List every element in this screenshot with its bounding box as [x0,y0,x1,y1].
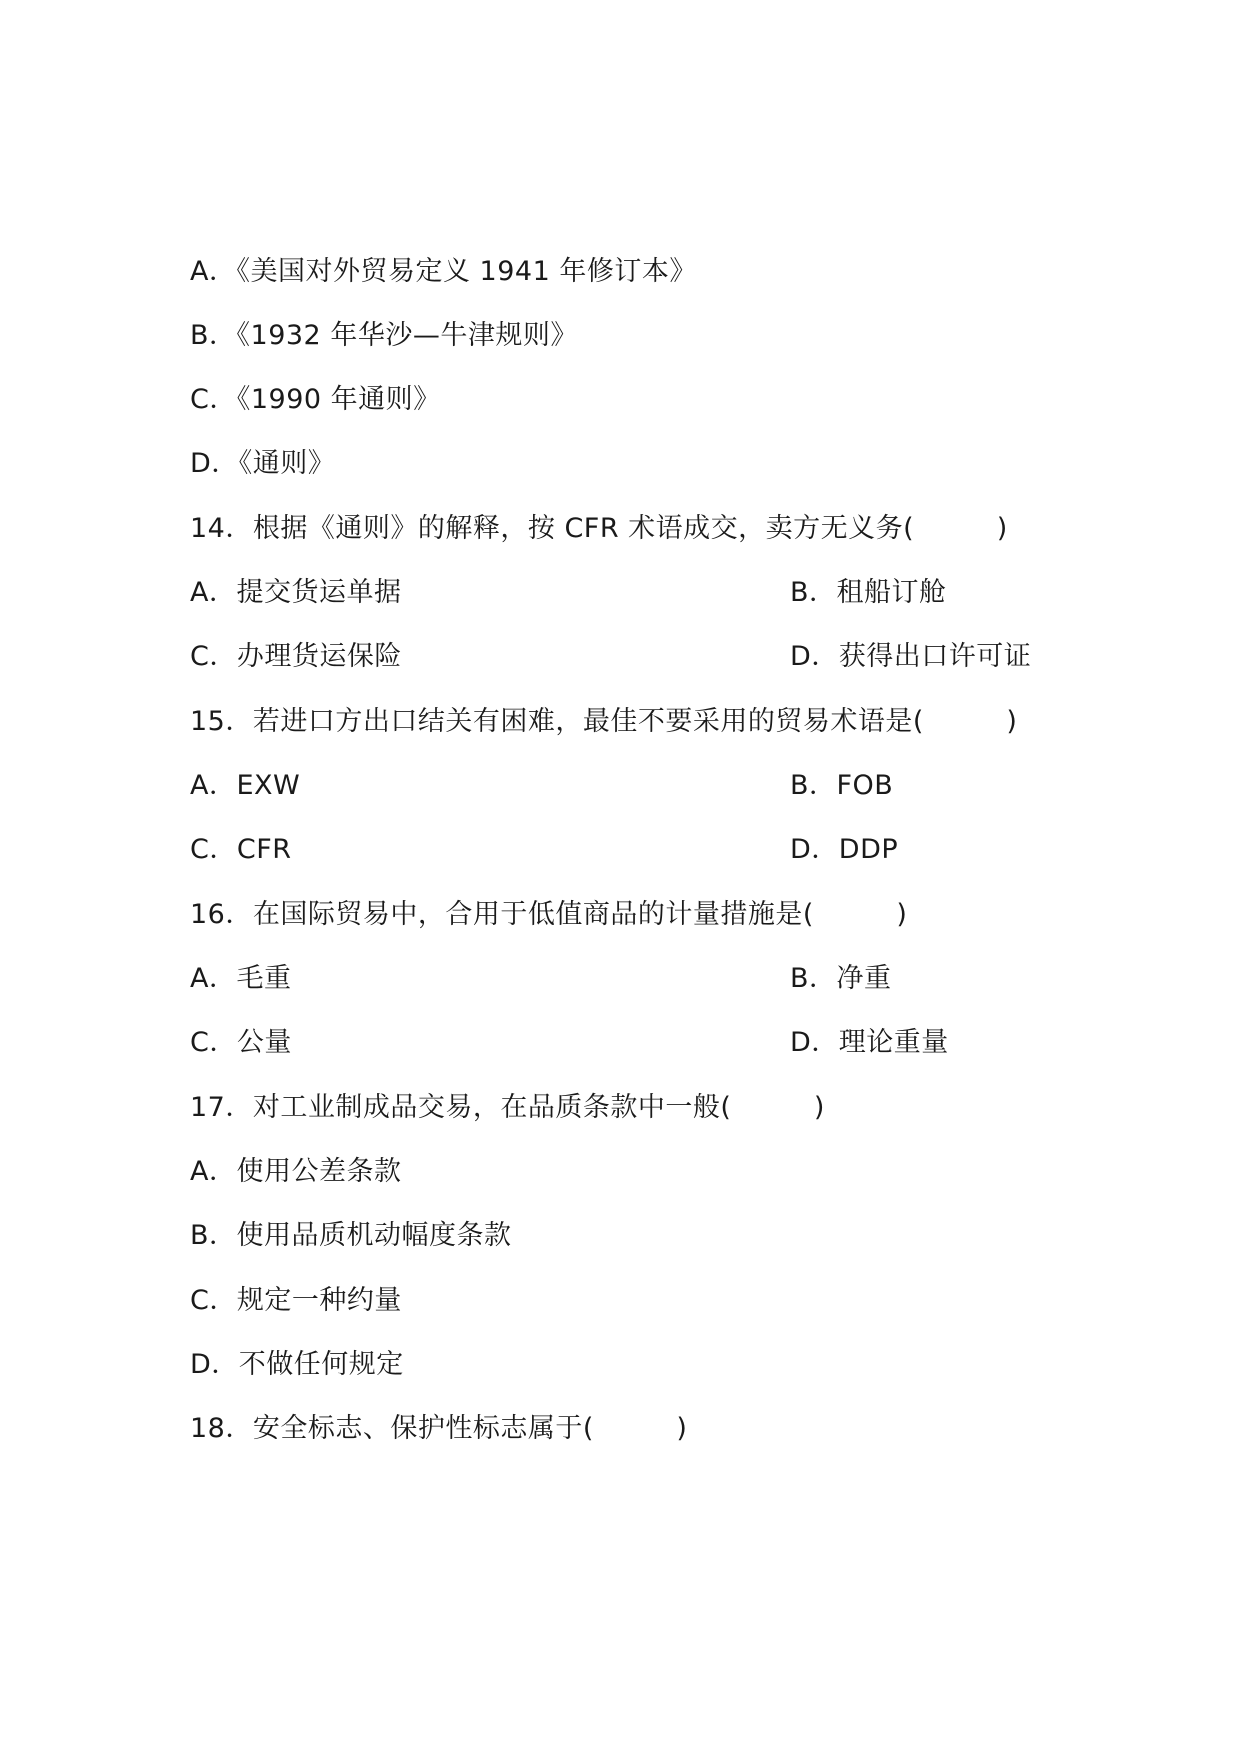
q14-option-b: B．租船订舱 [790,577,947,608]
q13-option-b: B．《1932 年华沙—牛津规则》 [190,320,578,351]
q17-option-a: A．使用公差条款 [190,1156,402,1187]
q14-stem: 14．根据《通则》的解释，按 CFR 术语成交，卖方无义务( ) [190,513,1008,544]
q15-options-row-1 [190,766,894,806]
q15-option-b: B．FOB [790,770,894,801]
q18-stem: 18．安全标志、保护性标志属于( ) [190,1413,688,1444]
q17-option-b: B．使用品质机动幅度条款 [190,1220,512,1251]
q13-option-a: A．《美国对外贸易定义 1941 年修订本》 [190,256,697,287]
q17-option-d: D．不做任何规定 [190,1349,404,1380]
q16-stem: 16．在国际贸易中，合用于低值商品的计量措施是( ) [190,899,908,930]
q16-option-c: C．公量 [190,1027,292,1058]
q15-option-c: C．CFR [190,834,292,865]
q16-options-row-2 [190,1023,949,1063]
q16-option-b: B．净重 [790,963,892,994]
q14-option-c: C．办理货运保险 [190,641,402,672]
q14-option-d: D．获得出口许可证 [790,641,1032,672]
q14-options-row-1 [190,573,947,613]
q16-option-a: A．毛重 [190,963,292,994]
q17-option-c: C．规定一种约量 [190,1285,402,1316]
q13-option-d: D．《通则》 [190,448,336,479]
q16-options-row-1 [190,959,892,999]
q15-option-a: A．EXW [190,770,301,801]
q14-option-a: A．提交货运单据 [190,577,402,608]
q16-option-d: D．理论重量 [790,1027,949,1058]
q14-options-row-2 [190,637,1032,677]
q15-stem: 15．若进口方出口结关有困难，最佳不要采用的贸易术语是( ) [190,706,1018,737]
q13-option-c: C．《1990 年通则》 [190,384,441,415]
q15-options-row-2 [190,830,899,870]
q15-option-d: D．DDP [790,834,899,865]
q17-stem: 17．对工业制成品交易，在品质条款中一般( ) [190,1092,825,1123]
